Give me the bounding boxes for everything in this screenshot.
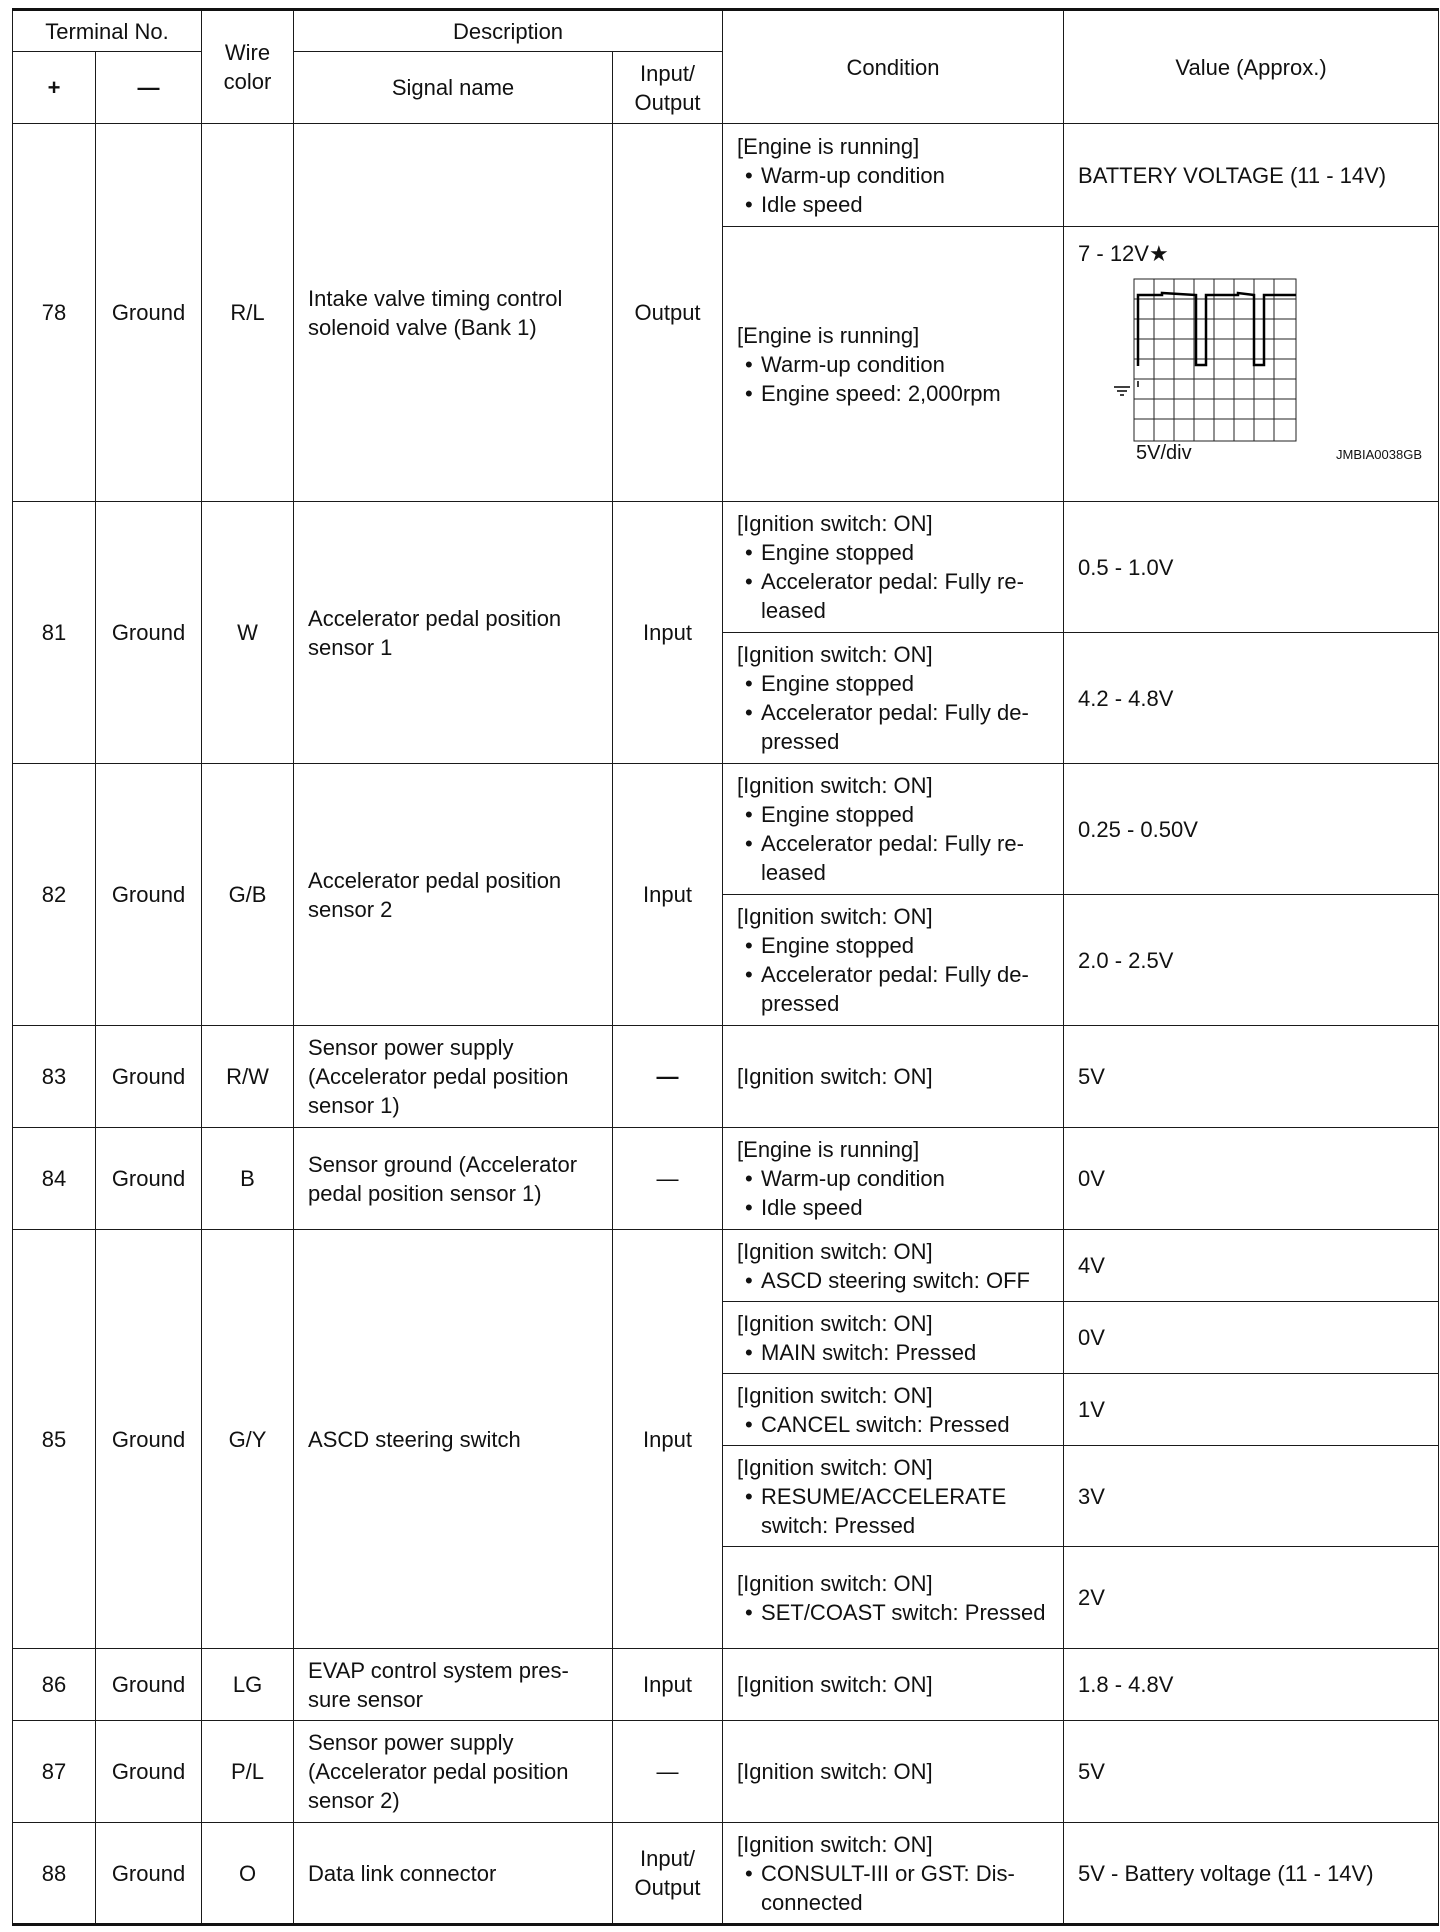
condition-item: • CANCEL switch: Pressed — [737, 1410, 1049, 1439]
condition-head: [Engine is running] — [737, 1137, 920, 1162]
condition-cell — [723, 502, 1064, 633]
signal-name: Sensor ground (Accelerator pedal position sensor 1) — [294, 1128, 613, 1230]
condition-cell — [723, 1230, 1064, 1302]
condition-cell — [723, 1446, 1064, 1547]
terminal-spec-document — [12, 8, 1438, 1926]
table-row — [13, 1823, 1439, 1925]
value-cell: 3V — [1064, 1446, 1439, 1547]
condition-item: • Warm-up condition — [737, 1164, 1049, 1193]
wire-color: W — [202, 502, 294, 764]
header-terminal-no: Terminal No. — [13, 10, 202, 52]
ecm-terminal-table — [12, 8, 1439, 1926]
value-text: 7 - 12V★ — [1078, 241, 1169, 266]
value-cell: 5V - Battery voltage (11 - 14V) — [1064, 1823, 1439, 1925]
condition-head: [Ignition switch: ON] — [737, 1672, 933, 1697]
input-output: — — [613, 1721, 723, 1823]
value-cell: 0V — [1064, 1128, 1439, 1230]
terminal-minus: Ground — [96, 1823, 202, 1925]
condition-cell — [723, 1302, 1064, 1374]
value-cell: 4.2 - 4.8V — [1064, 633, 1439, 764]
condition-item: • CONSULT-III or GST: Dis-connected — [737, 1859, 1049, 1917]
condition-head: [Ignition switch: ON] — [737, 642, 933, 667]
condition-cell — [723, 895, 1064, 1026]
input-output: Input — [613, 1230, 723, 1649]
waveform-trace — [1138, 293, 1296, 366]
wire-color: R/L — [202, 124, 294, 502]
header-plus: + — [13, 52, 96, 124]
signal-name: Sensor power supply (Accelerator pedal position sensor 1) — [294, 1026, 613, 1128]
terminal-minus: Ground — [96, 1649, 202, 1721]
scope-scale: 5V/div — [1136, 442, 1192, 464]
input-output: Input — [613, 502, 723, 764]
condition-head: [Ignition switch: ON] — [737, 1310, 933, 1336]
condition-head: [Ignition switch: ON] — [737, 1382, 933, 1408]
condition-head: [Ignition switch: ON] — [737, 511, 933, 536]
table-row — [13, 1026, 1439, 1128]
condition-item: • Accelerator pedal: Fully de-pressed — [737, 698, 1049, 756]
condition-cell — [723, 1026, 1064, 1128]
table-row — [13, 1128, 1439, 1230]
condition-head: [Engine is running] — [737, 322, 920, 348]
condition-head: [Ignition switch: ON] — [737, 904, 933, 929]
condition-item: • Idle speed — [737, 190, 1049, 219]
condition-cell — [723, 633, 1064, 764]
terminal-minus: Ground — [96, 764, 202, 1026]
condition-item: • Warm-up condition — [737, 350, 1049, 379]
condition-item: • SET/COAST switch: Pressed — [737, 1598, 1049, 1627]
signal-name: EVAP control system pres-sure sensor — [294, 1649, 613, 1721]
condition-item: • Engine stopped — [737, 931, 1049, 960]
condition-cell — [723, 227, 1064, 502]
terminal-minus: Ground — [96, 1230, 202, 1649]
wire-color: G/B — [202, 764, 294, 1026]
wire-color: B — [202, 1128, 294, 1230]
wire-color: R/W — [202, 1026, 294, 1128]
wire-color: P/L — [202, 1721, 294, 1823]
condition-cell — [723, 1649, 1064, 1721]
header-wire-color: Wire color — [202, 10, 294, 124]
value-cell: 1V — [1064, 1374, 1439, 1446]
table-row — [13, 1649, 1439, 1721]
input-output: Output — [613, 124, 723, 502]
table-row — [13, 1230, 1439, 1302]
value-cell: BATTERY VOLTAGE (11 - 14V) — [1064, 124, 1439, 227]
value-cell: 0.25 - 0.50V — [1064, 764, 1439, 895]
header-signal-name: Signal name — [294, 52, 613, 124]
header-value: Value (Approx.) — [1064, 10, 1439, 124]
terminal-plus: 88 — [13, 1823, 96, 1925]
header-description: Description — [294, 10, 723, 52]
condition-cell — [723, 764, 1064, 895]
condition-item: • Accelerator pedal: Fully re-leased — [737, 567, 1049, 625]
terminal-plus: 83 — [13, 1026, 96, 1128]
condition-item: • ASCD steering switch: OFF — [737, 1266, 1049, 1295]
value-cell: 1.8 - 4.8V — [1064, 1649, 1439, 1721]
terminal-minus: Ground — [96, 1128, 202, 1230]
value-cell: 5V — [1064, 1721, 1439, 1823]
signal-name: Intake valve timing control solenoid valve (Bank 1) — [294, 124, 613, 502]
terminal-plus: 84 — [13, 1128, 96, 1230]
condition-head: [Ignition switch: ON] — [737, 773, 933, 798]
value-cell: 0V — [1064, 1302, 1439, 1374]
condition-item: • MAIN switch: Pressed — [737, 1338, 1049, 1367]
value-cell: 5V — [1064, 1026, 1439, 1128]
table-row — [13, 764, 1439, 895]
scope-frame — [1134, 279, 1296, 441]
input-output: — — [613, 1026, 723, 1128]
terminal-plus: 87 — [13, 1721, 96, 1823]
condition-cell — [723, 1374, 1064, 1446]
signal-name: ASCD steering switch — [294, 1230, 613, 1649]
header-input-output: Input/ Output — [613, 52, 723, 124]
table-row — [13, 124, 1439, 227]
terminal-minus: Ground — [96, 1026, 202, 1128]
input-output: — — [613, 1128, 723, 1230]
terminal-plus: 86 — [13, 1649, 96, 1721]
value-cell: 4V — [1064, 1230, 1439, 1302]
oscilloscope-figure — [1078, 231, 1424, 493]
wire-color: LG — [202, 1649, 294, 1721]
input-output: Input/ Output — [613, 1823, 723, 1925]
signal-name: Accelerator pedal position sensor 2 — [294, 764, 613, 1026]
terminal-plus: 85 — [13, 1230, 96, 1649]
wire-color: O — [202, 1823, 294, 1925]
table-row — [13, 502, 1439, 633]
signal-name: Data link connector — [294, 1823, 613, 1925]
terminal-minus: Ground — [96, 1721, 202, 1823]
condition-cell — [723, 124, 1064, 227]
value-cell: 2V — [1064, 1547, 1439, 1649]
condition-cell — [723, 1721, 1064, 1823]
waveform-graph — [1078, 231, 1428, 493]
terminal-minus: Ground — [96, 502, 202, 764]
terminal-minus: Ground — [96, 124, 202, 502]
condition-item: • Accelerator pedal: Fully re-leased — [737, 829, 1049, 887]
condition-item: • RESUME/ACCELERATE switch: Pressed — [737, 1482, 1049, 1540]
condition-item: • Engine stopped — [737, 669, 1049, 698]
value-cell: 0.5 - 1.0V — [1064, 502, 1439, 633]
signal-name: Accelerator pedal position sensor 1 — [294, 502, 613, 764]
condition-item: • Engine stopped — [737, 800, 1049, 829]
condition-head: [Ignition switch: ON] — [737, 1831, 933, 1857]
condition-cell — [723, 1547, 1064, 1649]
terminal-plus: 78 — [13, 124, 96, 502]
condition-head: [Ignition switch: ON] — [737, 1570, 933, 1596]
header-minus: — — [96, 52, 202, 124]
value-cell-scope — [1064, 227, 1439, 502]
value-cell: 2.0 - 2.5V — [1064, 895, 1439, 1026]
condition-item: • Engine stopped — [737, 538, 1049, 567]
condition-head: [Engine is running] — [737, 133, 920, 159]
condition-item: • Warm-up condition — [737, 161, 1049, 190]
condition-head: [Ignition switch: ON] — [737, 1454, 933, 1480]
condition-cell — [723, 1128, 1064, 1230]
table-row — [13, 1721, 1439, 1823]
condition-item: • Engine speed: 2,000rpm — [737, 379, 1049, 408]
signal-name: Sensor power supply (Accelerator pedal position sensor 2) — [294, 1721, 613, 1823]
condition-item: • Idle speed — [737, 1193, 1049, 1222]
wire-color: G/Y — [202, 1230, 294, 1649]
header-condition: Condition — [723, 10, 1064, 124]
condition-head: [Ignition switch: ON] — [737, 1238, 933, 1264]
terminal-plus: 82 — [13, 764, 96, 1026]
input-output: Input — [613, 1649, 723, 1721]
terminal-plus: 81 — [13, 502, 96, 764]
condition-cell — [723, 1823, 1064, 1925]
condition-head: [Ignition switch: ON] — [737, 1064, 933, 1089]
condition-head: [Ignition switch: ON] — [737, 1759, 933, 1784]
figure-id: JMBIA0038GB — [1336, 447, 1423, 462]
condition-item: • Accelerator pedal: Fully de-pressed — [737, 960, 1049, 1018]
input-output: Input — [613, 764, 723, 1026]
